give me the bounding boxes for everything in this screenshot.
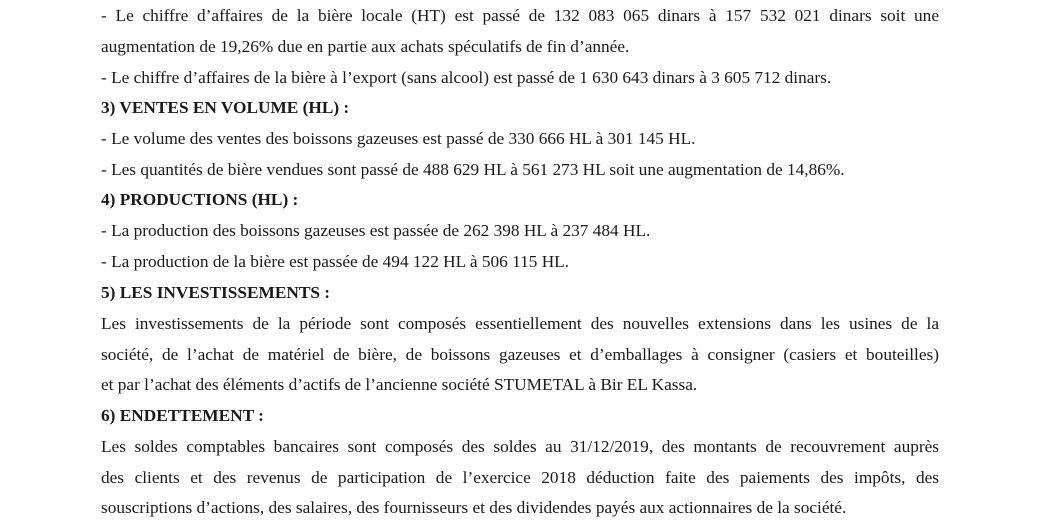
revenue-export-beer-line: - Le chiffre d’affaires de la bière à l’export (sans alcool) est passé de 1 630 643 dinars à 3 605 712 dinars. xyxy=(101,68,832,87)
section-heading-investments: 5) LES INVESTISSEMENTS : xyxy=(101,283,331,302)
revenue-local-beer-line-cont: augmentation de 19,26% due en partie aux achats spéculatifs de fin d’année. xyxy=(101,37,630,56)
investments-paragraph-line-2: société, de l’achat de matériel de bière, de boissons gazeuses et d’emballages à consigner (casiers et bouteilles) xyxy=(101,345,939,364)
sales-volume-soft-drinks-line: - Le volume des ventes des boissons gazeuses est passé de 330 666 HL à 301 145 HL. xyxy=(101,129,696,148)
section-heading-sales-volume: 3) VENTES EN VOLUME (HL) : xyxy=(101,98,350,117)
investments-paragraph-line-1: Les investissements de la période sont composés essentiellement des nouvelles extensions dans les usines de la xyxy=(101,314,939,333)
section-heading-productions: 4) PRODUCTIONS (HL) : xyxy=(101,190,299,209)
production-soft-drinks-line: - La production des boissons gazeuses est passée de 262 398 HL à 237 484 HL. xyxy=(101,221,651,240)
debt-paragraph-line-3: souscriptions d’actions, des salaires, des fournisseurs et des dividendes payés aux actionnaires de la société. xyxy=(101,498,847,517)
debt-paragraph-line-1: Les soldes comptables bancaires sont composés des soldes au 31/12/2019, des montants de recouvrement auprès xyxy=(101,437,939,456)
investments-paragraph-line-3: et par l’achat des éléments d’actifs de l’ancienne société STUMETAL à Bir EL Kassa. xyxy=(101,375,698,394)
section-heading-debt: 6) ENDETTEMENT : xyxy=(101,406,264,425)
debt-paragraph-line-2: des clients et des revenus de participation de l’exercice 2018 déduction faite des paiements des impôts, des xyxy=(101,468,939,487)
revenue-local-beer-line: - Le chiffre d’affaires de la bière locale (HT) est passé de 132 083 065 dinars à 157 532 021 dinars soit une xyxy=(101,6,939,25)
sales-volume-beer-line: - Les quantités de bière vendues sont passé de 488 629 HL à 561 273 HL soit une augmentation de 14,86%. xyxy=(101,160,845,179)
production-beer-line: - La production de la bière est passée de 494 122 HL à 506 115 HL. xyxy=(101,252,570,271)
